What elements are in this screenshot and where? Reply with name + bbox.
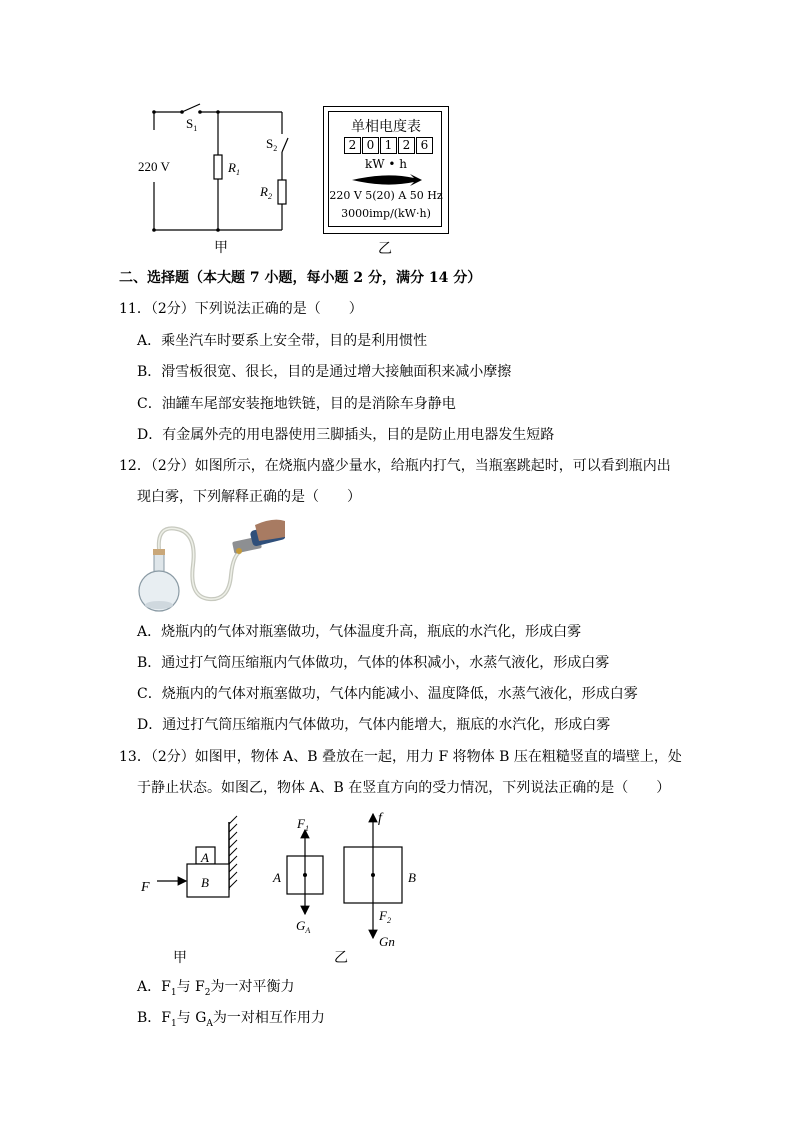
q12-option-b: B．通过打气筒压缩瓶内气体做功，气体的体积减小，水蒸气液化，形成白雾 — [137, 655, 610, 671]
q13-option-b: B．$F_1$与 $G_A$为一对相互作用力 — [137, 1010, 325, 1029]
label-F2: $F_2$ — [379, 908, 391, 925]
meter-spec: 220 V 5(20) A 50 Hz — [329, 189, 443, 202]
label-GA: $G_A$ — [296, 918, 311, 935]
meter-digit: 2 — [344, 137, 361, 154]
q12-option-d: D．通过打气筒压缩瓶内气体做功，气体内能增大，瓶底的水汽化，形成白雾 — [137, 717, 611, 733]
q11-option-a: A．乘坐汽车时要系上安全带，目的是利用惯性 — [137, 333, 428, 349]
q11-option-c: C．油罐车尾部安装拖地铁链，目的是消除车身静电 — [137, 396, 456, 412]
meter-unit: kW • h — [364, 157, 408, 171]
meter-digit: 0 — [362, 137, 379, 154]
q11-option-d: D．有金属外壳的用电器使用三脚插头，目的是防止用电器发生短路 — [137, 427, 555, 443]
meter-digits — [344, 137, 433, 154]
flask-pump-photo — [135, 515, 285, 615]
voltage-label: 220 V — [138, 159, 170, 174]
section-heading: 二、选择题（本大题 7 小题，每小题 2 分，满分 14 分） — [119, 270, 482, 286]
meter-imp: 3000imp/(kW·h) — [341, 207, 431, 220]
q12-stem-line2: 现白雾，下列解释正确的是（ ） — [137, 489, 361, 505]
r2-label: $R_2$ — [260, 184, 272, 201]
q12-stem-line1: 12．（2分）如图所示，在烧瓶内盛少量水，给瓶内打气，当瓶塞跳起时，可以看到瓶内出 — [119, 458, 671, 474]
caption-yi: 乙 — [378, 241, 392, 257]
q13-stem-line1: 13．（2分）如图甲，物体 A、B 叠放在一起，用力 F 将物体 B 压在粗糙竖直的墙壁上，处 — [119, 749, 682, 765]
s2-label: $S_2$ — [266, 136, 278, 153]
meter-digit: 1 — [380, 137, 397, 154]
label-f: f — [378, 811, 382, 826]
label-F: F — [141, 880, 150, 895]
label-A: A — [273, 870, 281, 885]
label-A-block: A — [201, 850, 209, 865]
label-B: B — [408, 870, 416, 885]
caption-jia: 甲 — [214, 241, 228, 256]
q12-option-a: A．烧瓶内的气体对瓶塞做功，气体温度升高，瓶底的水汽化，形成白雾 — [137, 624, 582, 640]
r1-label: $R_1$ — [228, 160, 240, 177]
caption-yi-2: 乙 — [334, 951, 348, 966]
label-F1: $F_1$ — [297, 816, 309, 833]
q11-option-b: B．滑雪板很宽、很长，目的是通过增大接触面积来减小摩擦 — [137, 364, 512, 380]
q11-stem: 11．（2分）下列说法正确的是（ ） — [119, 301, 363, 317]
electric-meter — [323, 106, 449, 234]
meter-disc-arrow — [350, 173, 424, 187]
force-diagram — [135, 810, 435, 970]
label-Gn: Gn — [379, 934, 395, 949]
label-B-block: B — [201, 875, 209, 890]
meter-title: 单相电度表 — [351, 119, 421, 135]
s1-label: $S_1$ — [186, 116, 198, 133]
caption-jia-2: 甲 — [173, 951, 187, 966]
q13-option-a: A．$F_1$与 $F_2$为一对平衡力 — [137, 979, 295, 998]
meter-digit: 2 — [398, 137, 415, 154]
meter-digit: 6 — [416, 137, 433, 154]
q13-stem-line2: 于静止状态。如图乙，物体 A、B 在竖直方向的受力情况，下列说法正确的是（ ） — [137, 780, 671, 796]
circuit-diagram — [130, 100, 310, 260]
q12-option-c: C．烧瓶内的气体对瓶塞做功，气体内能减小、温度降低，水蒸气液化，形成白雾 — [137, 686, 638, 702]
